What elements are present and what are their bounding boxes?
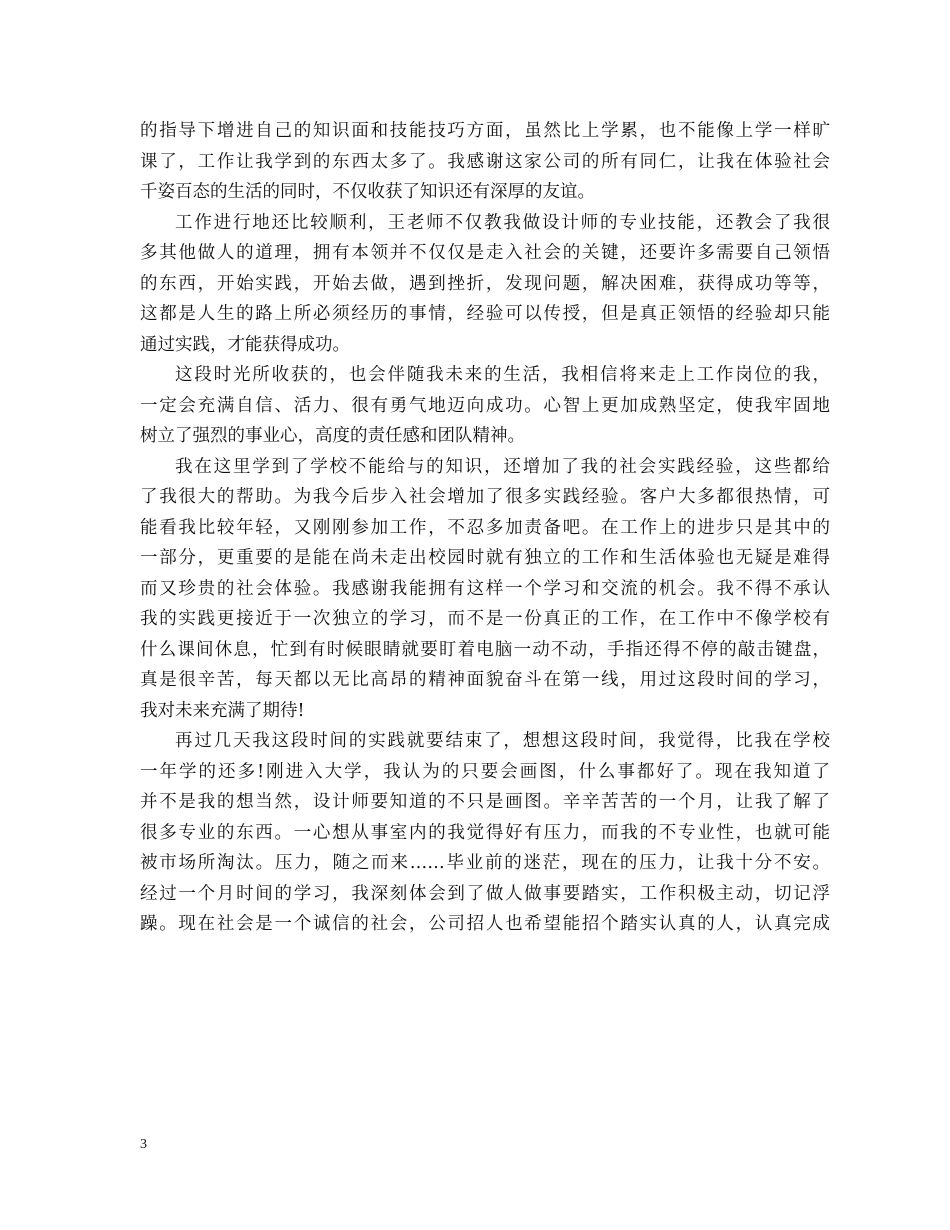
text-line: 再过几天我这段时间的实践就要结束了，想想这段时间，我觉得，比我在学校 (175, 731, 830, 751)
text-line: 通过实践，才能获得成功。 (140, 334, 350, 355)
text-line: 而又珍贵的社会体验。我感谢我能拥有这样一个学习和交流的机会。我不得不承认 (140, 578, 830, 599)
text-line: 我的实践更接近于一次独立的学习，而不是一份真正的工作，在工作中不像学校有 (140, 609, 830, 629)
text-line: 多其他做人的道理，拥有本领并不仅仅是走入社会的关键，还要许多需要自己领悟 (140, 243, 830, 263)
text-line: 一部分，更重要的是能在尚未走出校园时就有独立的工作和生活体验也无疑是难得 (140, 548, 830, 568)
text-line: 工作进行地还比较顺利，王老师不仅教我做设计师的专业技能，还教会了我很 (175, 212, 830, 233)
text-line: 我在这里学到了学校不能给与的知识，还增加了我的社会实践经验，这些都给 (175, 456, 830, 477)
text-line: 经过一个月时间的学习，我深刻体会到了做人做事要踏实，工作积极主动，切记浮 (140, 883, 830, 904)
text-line: 的指导下增进自己的知识面和技能技巧方面，虽然比上学累，也不能像上学一样旷 (140, 121, 830, 141)
text-line: 我对未来充满了期待! (140, 700, 305, 721)
text-line: 的东西，开始实践，开始去做，遇到挫折，发现问题，解决困难，获得成功等等， (140, 273, 830, 294)
page-number: 3 (140, 1137, 147, 1152)
text-line: 一年学的还多!刚进入大学，我认为的只要会画图，什么事都好了。现在我知道了 (140, 761, 830, 782)
text-line: 千姿百态的生活的同时，不仅收获了知识还有深厚的友谊。 (140, 182, 595, 202)
text-line: 能看我比较年轻，又刚刚参加工作，不忍多加责备吧。在工作上的进步只是其中的 (140, 517, 830, 538)
text-line: 这段时光所收获的，也会伴随我未来的生活，我相信将来走上工作岗位的我， (175, 365, 830, 385)
text-line: 这都是人生的路上所必须经历的事情，经验可以传授，但是真正领悟的经验却只能 (140, 304, 830, 324)
text-line: 一定会充满自信、活力、很有勇气地迈向成功。心智上更加成熟坚定，使我牢固地 (140, 395, 830, 416)
text-line: 躁。现在社会是一个诚信的社会，公司招人也希望能招个踏实认真的人，认真完成 (140, 914, 830, 934)
text-line: 什么课间休息，忙到有时候眼睛就要盯着电脑一动不动，手指还得不停的敲击键盘， (140, 639, 830, 660)
text-line: 真是很辛苦，每天都以无比高昂的精神面貌奋斗在第一线，用过这段时间的学习， (140, 670, 830, 690)
text-line: 课了，工作让我学到的东西太多了。我感谢这家公司的所有同仁，让我在体验社会 (140, 151, 830, 172)
text-line: 被市场所淘汰。压力，随之而来……毕业前的迷茫，现在的压力，让我十分不安。 (140, 853, 830, 873)
text-line: 并不是我的想当然，设计师要知道的不只是画图。辛辛苦苦的一个月，让我了解了 (140, 792, 830, 812)
text-line: 树立了强烈的事业心，高度的责任感和团队精神。 (140, 426, 525, 446)
document-body-text (140, 116, 830, 940)
text-line: 很多专业的东西。一心想从事室内的我觉得好有压力，而我的不专业性，也就可能 (140, 822, 830, 843)
text-line: 了我很大的帮助。为我今后步入社会增加了很多实践经验。客户大多都很热情，可 (140, 487, 830, 507)
